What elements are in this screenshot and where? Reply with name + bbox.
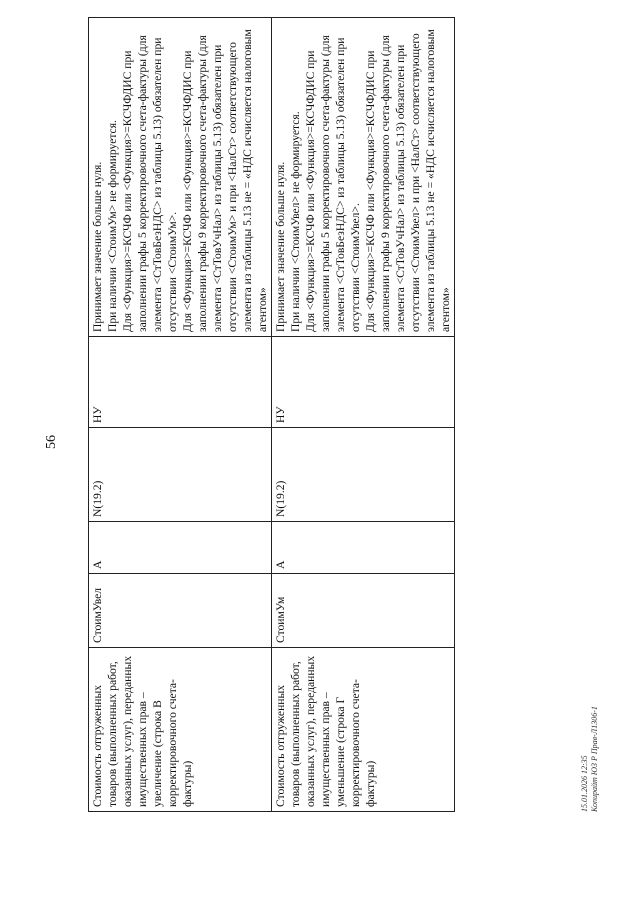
note-line: Для <Функция>=КСЧФ или <Функция>=КСЧФДИС при заполнении графы 5 корректировочного счета-фактуры (для элемента <СтТовБезНДС> из таблицы 5.13) обязателен при отсутствии <СтоимУвел>.: [304, 35, 362, 332]
note-line: При наличии <СтоимУвел> не формируется.: [289, 111, 302, 332]
element-code-cell: СтоимУм: [272, 574, 455, 648]
note-line: Для <Функция>=КСЧФ или <Функция>=КСЧФДИС при заполнении графы 9 корректировочного счета-фактуры (для элемента <СтТовУчНал> из таблицы 5.13) обязателен при отсутствии <СтоимУм> и при <НалСт> соответствующего элемента из таблицы 5.13 не = «НДС исчисляется налоговым агентом»: [181, 29, 269, 332]
table-row: [89, 18, 272, 812]
element-required-cell: НУ: [89, 337, 272, 428]
element-format-cell: N(19.2): [272, 428, 455, 522]
table-row: [272, 18, 455, 812]
element-name-cell: Стоимость отгруженных товаров (выполненных работ, оказанных услуг), переданных имущественных прав – увеличение (строка В корректировочного счета-фактуры): [89, 648, 272, 812]
stamp-source: Копирайт ЮЗ Р Прав-Л1306-1: [590, 706, 599, 812]
note-line: Принимает значение больше нуля.: [91, 161, 104, 332]
element-type-cell: А: [272, 522, 455, 574]
stamp-date: 15.01.2026 12:35: [580, 755, 589, 812]
rotated-page: [44, 29, 599, 812]
element-notes-cell: [272, 18, 455, 337]
element-notes-cell: [89, 18, 272, 337]
note-line: Для <Функция>=КСЧФ или <Функция>=КСЧФДИС при заполнении графы 5 корректировочного счета-фактуры (для элемента <СтТовБезНДС> из таблицы 5.13) обязателен при отсутствии <СтоимУм>.: [121, 35, 179, 332]
element-code-cell: СтоимУвел: [89, 574, 272, 648]
element-type-cell: А: [89, 522, 272, 574]
note-line: Для <Функция>=КСЧФ или <Функция>=КСЧФДИС при заполнении графы 9 корректировочного счета-фактуры (для элемента <СтТовУчНал> из таблицы 5.13) обязателен при отсутствии <СтоимУвел> и при <НалСт> соответствующего элемента из таблицы 5.13 не = «НДС исчисляется налоговым агентом»: [364, 29, 452, 332]
document-stamp: [580, 512, 600, 812]
element-table: [88, 17, 455, 812]
element-required-cell: НУ: [272, 337, 455, 428]
page-number: 56: [44, 435, 59, 449]
element-format-cell: N(19.2): [89, 428, 272, 522]
note-line: При наличии <СтоимУм> не формируется.: [106, 120, 119, 332]
note-line: Принимает значение больше нуля.: [274, 161, 287, 332]
element-name-cell: Стоимость отгруженных товаров (выполненных работ, оказанных услуг), переданных имущественных прав – уменьшение (строка Г корректировочного счета-фактуры): [272, 648, 455, 812]
